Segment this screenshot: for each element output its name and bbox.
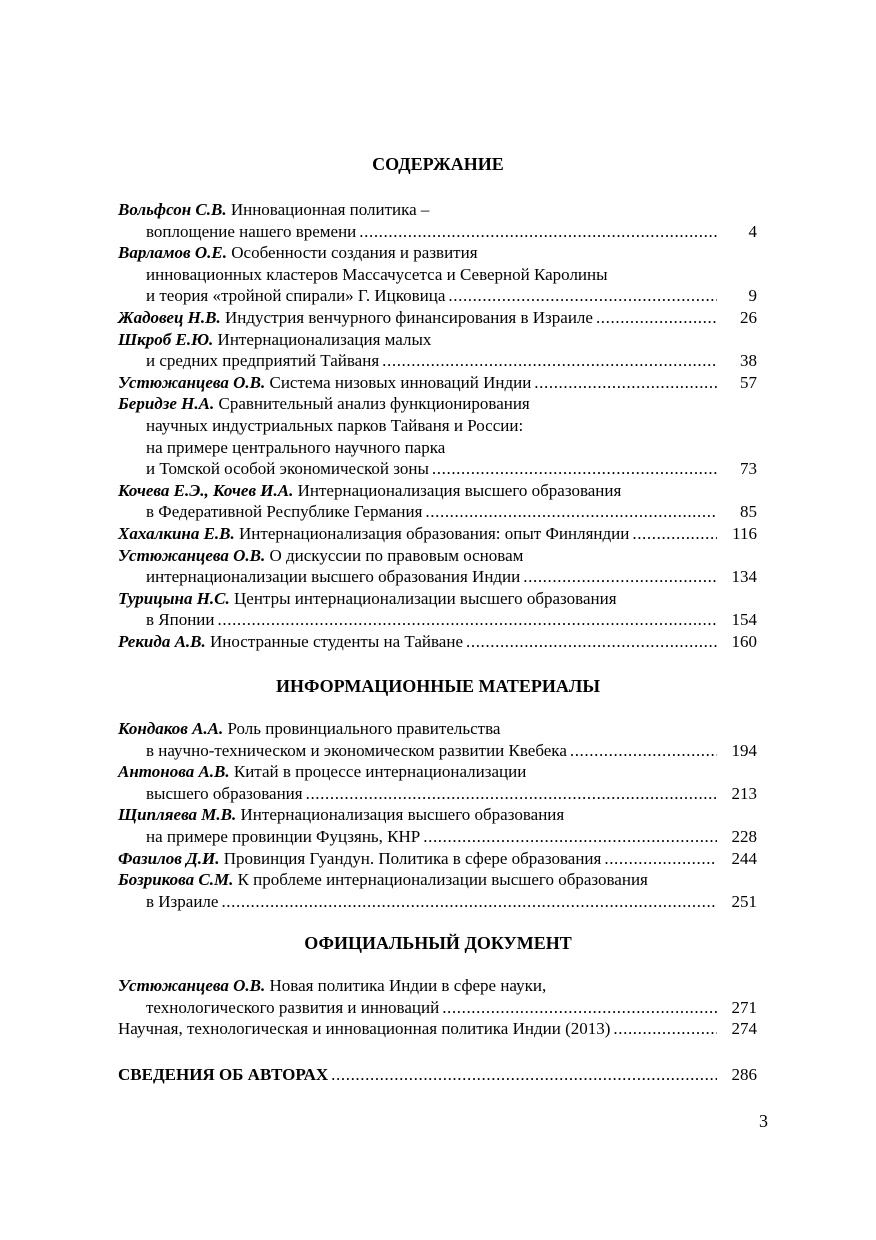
entry-text	[146, 566, 520, 588]
dot-leader	[570, 740, 717, 762]
entry-text	[118, 1018, 610, 1040]
dot-leader	[306, 783, 717, 805]
entry-author: Устюжанцева О.В.	[118, 372, 266, 392]
entry-text	[146, 501, 422, 523]
toc-line	[118, 826, 757, 848]
dot-leader	[423, 826, 717, 848]
entry-author: Кочева Е.Э., Кочев И.А.	[118, 480, 294, 500]
toc-section-articles	[118, 199, 757, 652]
page-ref: 9	[748, 286, 757, 306]
toc-entry-authors-info[interactable]	[118, 1064, 757, 1086]
toc-line	[118, 891, 757, 913]
entry-text	[118, 804, 564, 826]
entry-text	[118, 242, 478, 264]
toc-entry[interactable]	[118, 242, 757, 307]
toc-line	[118, 869, 757, 891]
toc-entry[interactable]	[118, 372, 757, 394]
toc-entry[interactable]	[118, 631, 757, 653]
entry-title-line: и теория «тройной спирали» Г. Ицковица	[146, 286, 446, 306]
dot-leader	[432, 458, 717, 480]
toc-line	[118, 783, 757, 805]
page-ref: 228	[731, 826, 757, 846]
dot-leader	[613, 1018, 717, 1040]
toc-line	[118, 199, 757, 221]
spacer	[445, 437, 757, 459]
toc-entry[interactable]	[118, 329, 757, 372]
toc-line	[118, 501, 757, 523]
toc-line	[118, 393, 757, 415]
toc-line	[118, 350, 757, 372]
entry-title-line: научных индустриальных парков Тайваня и России:	[146, 415, 524, 435]
toc-entry[interactable]	[118, 393, 757, 479]
entry-title-line: Инновационная политика –	[230, 200, 430, 219]
section-heading-info-materials: ИНФОРМАЦИОННЫЕ МАТЕРИАЛЫ	[275, 676, 600, 696]
page-ref: 85	[740, 502, 757, 522]
toc-line	[118, 329, 757, 351]
page-ref: 286	[731, 1065, 757, 1084]
entry-text	[118, 588, 617, 610]
entry-text	[118, 372, 531, 394]
entry-text	[118, 307, 593, 329]
dot-leader	[448, 285, 717, 307]
page-ref: 160	[731, 631, 757, 651]
toc-line	[118, 740, 757, 762]
entry-title-line: К проблеме интернационализации высшего образования	[237, 870, 648, 890]
entry-author: Хахалкина Е.В.	[118, 523, 235, 543]
entry-text	[146, 783, 303, 805]
toc-line	[118, 415, 757, 437]
spacer	[526, 761, 757, 783]
toc-line	[118, 1018, 757, 1040]
entry-text	[146, 609, 215, 631]
spacer	[648, 869, 757, 891]
entry-title-line: Интернационализация малых	[217, 329, 432, 349]
dot-leader	[218, 609, 717, 631]
spacer	[500, 718, 757, 740]
entry-author: Беридзе Н.А.	[118, 394, 215, 414]
toc-line	[118, 458, 757, 480]
entry-text	[118, 199, 429, 221]
spacer	[564, 804, 757, 826]
entry-title-line: Интернационализация образования: опыт Финляндии	[239, 523, 630, 543]
toc-section-info-materials	[118, 718, 757, 912]
entry-title-line: Новая политика Индии в сфере науки,	[269, 976, 547, 995]
spacer	[530, 393, 757, 415]
entry-text	[146, 826, 420, 848]
entry-title-line: Роль провинциального правительства	[227, 719, 501, 738]
toc-entry[interactable]	[118, 718, 757, 761]
toc-entry[interactable]	[118, 307, 757, 329]
entry-title-line: Центры интернационализации высшего образования	[234, 588, 617, 608]
entry-title-line: в научно-техническом и экономическом развитии Квебека	[146, 740, 567, 760]
dot-leader	[425, 501, 717, 523]
entry-text	[146, 458, 429, 480]
entry-author: Антонова А.В.	[118, 762, 230, 782]
page-ref: 213	[731, 783, 757, 803]
toc-line	[118, 372, 757, 394]
entry-title-line: О дискуссии по правовым основам	[269, 545, 524, 565]
page-ref: 38	[740, 351, 757, 371]
toc-section-official-document	[118, 975, 757, 1040]
toc-entry[interactable]	[118, 199, 757, 242]
toc-entry[interactable]	[118, 848, 757, 870]
toc-entry[interactable]	[118, 588, 757, 631]
dot-leader	[466, 631, 717, 653]
entry-text	[146, 891, 218, 913]
entry-title-line: инновационных кластеров Массачусетса и Северной Каролины	[146, 264, 608, 284]
toc-entry[interactable]	[118, 975, 757, 1018]
page-ref: 116	[732, 523, 757, 543]
toc-line	[118, 588, 757, 610]
authors-info-label: СВЕДЕНИЯ ОБ АВТОРАХ	[118, 1065, 329, 1084]
toc-line	[118, 975, 757, 997]
entry-title-line: воплощение нашего времени	[146, 221, 357, 241]
entry-text	[118, 480, 621, 502]
page-number: 3	[759, 1111, 768, 1131]
spacer	[429, 199, 757, 221]
page-ref: 26	[740, 307, 757, 327]
entry-title-line: интернационализации высшего образования Индии	[146, 567, 521, 587]
spacer	[523, 415, 757, 437]
entry-text	[118, 329, 431, 351]
page-ref: 271	[731, 997, 757, 1017]
dot-leader	[632, 523, 717, 545]
toc-line	[118, 437, 757, 459]
toc-entry[interactable]	[118, 761, 757, 804]
entry-author: Фазилов Д.И.	[118, 848, 220, 868]
entry-text	[118, 848, 601, 870]
toc-line	[118, 221, 757, 243]
toc-line	[118, 761, 757, 783]
toc-line	[118, 848, 757, 870]
entry-title-line: Китай в процессе интернационализации	[233, 762, 527, 782]
spacer	[523, 545, 757, 567]
entry-author: Бозрикова С.М.	[118, 870, 234, 890]
toc-entry[interactable]	[118, 804, 757, 847]
entry-title-line: Иностранные студенты на Тайване	[210, 631, 463, 651]
page-ref: 274	[731, 1019, 757, 1039]
entry-text	[118, 523, 629, 545]
page-ref: 154	[731, 610, 757, 630]
toc-entry[interactable]	[118, 480, 757, 523]
entry-author: Кондаков А.А.	[118, 719, 224, 738]
dot-leader	[331, 1064, 717, 1086]
toc-entry[interactable]	[118, 1018, 757, 1040]
entry-text	[146, 437, 445, 459]
entry-text	[146, 415, 523, 437]
entry-author: Вольфсон С.В.	[118, 200, 227, 219]
entry-text	[146, 264, 608, 286]
entry-text	[146, 350, 379, 372]
toc-line	[118, 307, 757, 329]
dot-leader	[596, 307, 717, 329]
entry-text	[146, 221, 356, 243]
entry-author: Варламов О.Е.	[118, 243, 228, 263]
toc-line	[118, 480, 757, 502]
entry-title-line: технологического развития и инноваций	[146, 997, 440, 1017]
entry-author: Жадовец Н.В.	[118, 307, 221, 327]
entry-author: Шкроб Е.Ю.	[118, 329, 214, 349]
entry-title-line: высшего образования	[146, 783, 303, 803]
dot-leader	[221, 891, 717, 913]
toc-line	[118, 566, 757, 588]
toc-line	[118, 523, 757, 545]
spacer	[621, 480, 757, 502]
entry-title-line: Особенности создания и развития	[231, 243, 478, 263]
page-title: СОДЕРЖАНИЕ	[372, 154, 504, 174]
toc-line	[118, 631, 757, 653]
page-ref: 57	[740, 372, 757, 392]
entry-author: Рекида А.В.	[118, 631, 206, 651]
toc-entry[interactable]	[118, 869, 757, 912]
page-ref: 4	[748, 221, 757, 241]
entry-text	[118, 975, 546, 997]
page-ref: 194	[731, 740, 757, 760]
entry-text	[146, 997, 439, 1019]
entry-title-line: Провинция Гуандун. Политика в сфере образования	[223, 848, 602, 868]
section-heading-official-document: ОФИЦИАЛЬНЫЙ ДОКУМЕНТ	[304, 933, 572, 953]
dot-leader	[534, 372, 717, 394]
entry-title-line: Интернационализация высшего образования	[240, 805, 565, 825]
dot-leader	[382, 350, 717, 372]
toc-entry[interactable]	[118, 523, 757, 545]
entry-title-line: на примере центрального научного парка	[146, 437, 446, 457]
toc-line	[118, 804, 757, 826]
entry-title-line: Интернационализация высшего образования	[297, 480, 622, 500]
entry-title-line: Индустрия венчурного финансирования в Израиле	[225, 307, 593, 327]
toc-entry[interactable]	[118, 545, 757, 588]
page-ref: 134	[731, 567, 757, 587]
toc-line	[118, 285, 757, 307]
entry-text	[146, 285, 445, 307]
entry-text	[118, 545, 523, 567]
entry-title-line: Система низовых инноваций Индии	[269, 372, 532, 392]
entry-title-line: и средних предприятий Тайваня	[146, 351, 380, 371]
entry-title-line: Сравнительный анализ функционирования	[218, 394, 530, 414]
spacer	[546, 975, 757, 997]
entry-author: Щипляева М.В.	[118, 805, 237, 825]
entry-title-line: Научная, технологическая и инновационная политика Индии (2013)	[118, 1019, 611, 1039]
spacer	[608, 264, 757, 286]
toc-line	[118, 264, 757, 286]
entry-text	[118, 718, 500, 740]
page-ref: 73	[740, 459, 757, 479]
entry-title-line: на примере провинции Фуцзянь, КНР	[146, 826, 421, 846]
toc-line	[118, 242, 757, 264]
entry-author: Устюжанцева О.В.	[118, 976, 266, 995]
page-ref: 244	[731, 848, 757, 868]
spacer	[431, 329, 757, 351]
toc-line	[118, 997, 757, 1019]
entry-title-line: в Федеративной Республике Германия	[146, 502, 423, 522]
entry-text	[118, 869, 648, 891]
toc-line	[118, 718, 757, 740]
toc-line	[118, 609, 757, 631]
entry-author: Устюжанцева О.В.	[118, 545, 266, 565]
entry-text	[118, 761, 526, 783]
spacer	[478, 242, 757, 264]
entry-title-line: в Израиле	[146, 891, 219, 911]
dot-leader	[523, 566, 717, 588]
entry-author: Турицына Н.С.	[118, 588, 230, 608]
dot-leader	[442, 997, 717, 1019]
dot-leader	[359, 221, 717, 243]
entry-text	[118, 631, 463, 653]
spacer	[617, 588, 757, 610]
entry-title-line: и Томской особой экономической зоны	[146, 459, 429, 479]
entry-text	[118, 393, 530, 415]
page-ref: 251	[731, 891, 757, 911]
toc-line	[118, 545, 757, 567]
entry-title-line: в Японии	[146, 610, 215, 630]
entry-text	[146, 740, 567, 762]
dot-leader	[604, 848, 717, 870]
